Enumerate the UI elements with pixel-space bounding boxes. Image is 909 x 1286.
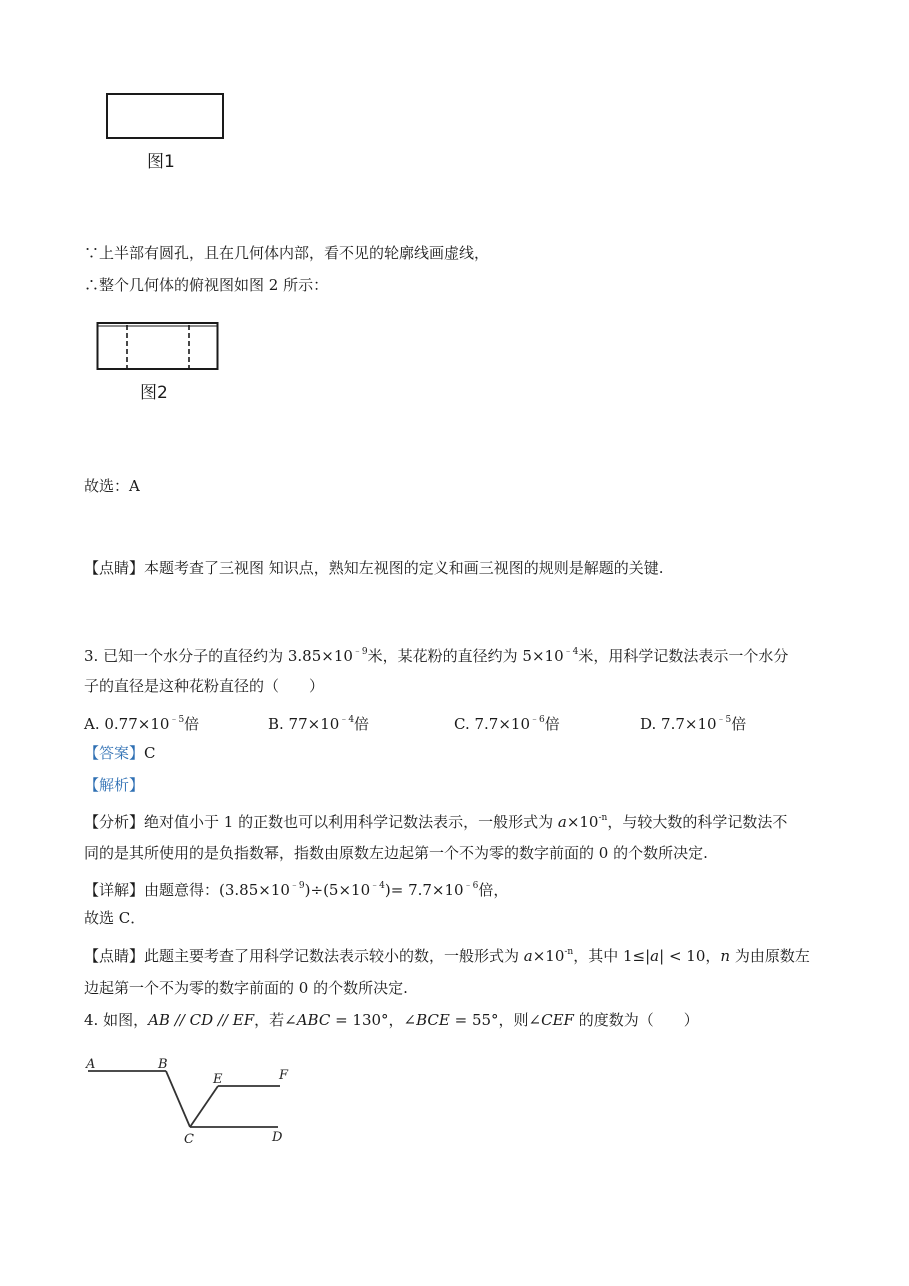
- option-a-unit: 倍: [184, 715, 200, 733]
- detail-exp-3: ﹣6: [463, 881, 479, 891]
- line-ce: [190, 1086, 218, 1127]
- q4-figure: [80, 1052, 300, 1152]
- q4-mid-3: = 55°，则∠: [449, 1011, 542, 1029]
- option-d-unit: 倍: [731, 715, 747, 733]
- option-c-text: C. 7.7×10: [454, 715, 530, 733]
- option-b-text: B. 77×10: [268, 715, 340, 733]
- times-ten: ×10: [566, 813, 599, 831]
- figure-2: [96, 321, 220, 373]
- figure-2-label: 图2: [140, 383, 168, 403]
- q3-line-2: 子的直径是这种花粉直径的（ ）: [84, 677, 325, 695]
- line-bc: [166, 1071, 190, 1127]
- q3-detail: [84, 879, 508, 898]
- note-text-2: ，其中 1≤|: [573, 947, 651, 965]
- detail-c: )= 7.7×10: [384, 881, 464, 899]
- analysis-text-1: 【分析】绝对值小于 1 的正数也可以利用科学记数法表示，一般形式为: [84, 813, 558, 831]
- analysis-tag: 【解析】: [84, 776, 145, 794]
- q3-line1-a: 3. 已知一个水分子的直径约为 3.85×10: [84, 647, 353, 665]
- figure-1-label: 图1: [147, 152, 175, 172]
- exp-neg-n: -n: [598, 813, 608, 823]
- q4-angle-abc: ABC: [296, 1011, 331, 1029]
- option-d-text: D. 7.7×10: [640, 715, 717, 733]
- note-previous: 【点睛】本题考查了三视图 知识点，熟知左视图的定义和画三视图的规则是解题的关键.: [84, 559, 664, 577]
- option-a-exp: ﹣5: [169, 715, 185, 725]
- q4-parallel-condition: AB // CD // EF: [148, 1011, 255, 1029]
- label-a: A: [86, 1057, 96, 1072]
- q3-line1-b: 米，某花粉的直径约为 5×10: [367, 647, 564, 665]
- note-exp: -n: [564, 947, 574, 957]
- q4-stem: [84, 1013, 699, 1028]
- detail-exp-2: ﹣4: [370, 881, 385, 891]
- label-e: E: [213, 1072, 223, 1087]
- therefore-line: ∴整个几何体的俯视图如图 2 所示：: [84, 276, 329, 294]
- detail-b: )÷(5×10: [304, 881, 371, 899]
- q3-option-d: [640, 713, 746, 732]
- q4-angle-cef: CEF: [541, 1011, 574, 1029]
- q3-option-a: [84, 713, 199, 732]
- q3-option-c: [454, 713, 560, 732]
- analysis-text-2: ，与较大数的科学记数法不: [607, 813, 788, 831]
- q3-note-line-1: [84, 945, 810, 964]
- answer-choice: 故选：A: [84, 477, 140, 495]
- label-b: B: [158, 1057, 168, 1072]
- note-var-a: a: [523, 947, 533, 965]
- note-times-ten: ×10: [532, 947, 565, 965]
- q3-answer: [84, 746, 156, 761]
- option-c-unit: 倍: [544, 715, 560, 733]
- detail-exp-1: ﹣9: [289, 881, 305, 891]
- note-var-n: n: [720, 947, 731, 965]
- var-a: a: [557, 813, 567, 831]
- because-line: ∵上半部有圆孔，且在几何体内部，看不见的轮廓线画虚线，: [84, 244, 490, 262]
- detail-a: 【详解】由题意得：(3.85×10: [84, 881, 290, 899]
- q4-mid-2: = 130°，∠: [330, 1011, 417, 1029]
- option-c-exp: ﹣6: [530, 715, 545, 725]
- note-abs-a: a: [650, 947, 660, 965]
- option-a-text: A. 0.77×10: [84, 715, 170, 733]
- figure-1: [106, 93, 224, 139]
- q4-pre: 4. 如图，: [84, 1011, 149, 1029]
- label-f: F: [279, 1068, 289, 1083]
- answer-tag: 【答案】: [84, 744, 145, 762]
- q3-exp-2: ﹣4: [563, 647, 579, 657]
- detail-d: 倍，: [478, 881, 509, 899]
- label-d: D: [272, 1130, 283, 1145]
- q4-post: 的度数为（ ）: [573, 1011, 699, 1029]
- note-text-3: | < 10，: [659, 947, 721, 965]
- q3-note-line-2: 边起第一个不为零的数字前面的 0 的个数所决定.: [84, 979, 408, 997]
- q3-choose: 故选 C．: [84, 909, 146, 927]
- q4-angle-bce: BCE: [416, 1011, 450, 1029]
- q3-line-1: [84, 645, 788, 664]
- note-text-1: 【点睛】此题主要考查了用科学记数法表示较小的数，一般形式为: [84, 947, 524, 965]
- option-b-unit: 倍: [354, 715, 370, 733]
- q3-analysis-line-2: 同的是其所使用的是负指数幂，指数由原数左边起第一个不为零的数字前面的 0 的个数所决定.: [84, 844, 708, 862]
- q3-line1-c: 米，用科学记数法表示一个水分: [578, 647, 789, 665]
- answer-value: C: [144, 744, 156, 762]
- q4-mid-1: ，若∠: [254, 1011, 297, 1029]
- q3-option-b: [268, 713, 369, 732]
- option-b-exp: ﹣4: [339, 715, 355, 725]
- q3-exp-1: ﹣9: [352, 647, 368, 657]
- option-d-exp: ﹣5: [716, 715, 732, 725]
- label-c: C: [184, 1132, 194, 1147]
- q3-analysis-line-1: [84, 811, 787, 830]
- note-text-4: 为由原数左: [730, 947, 810, 965]
